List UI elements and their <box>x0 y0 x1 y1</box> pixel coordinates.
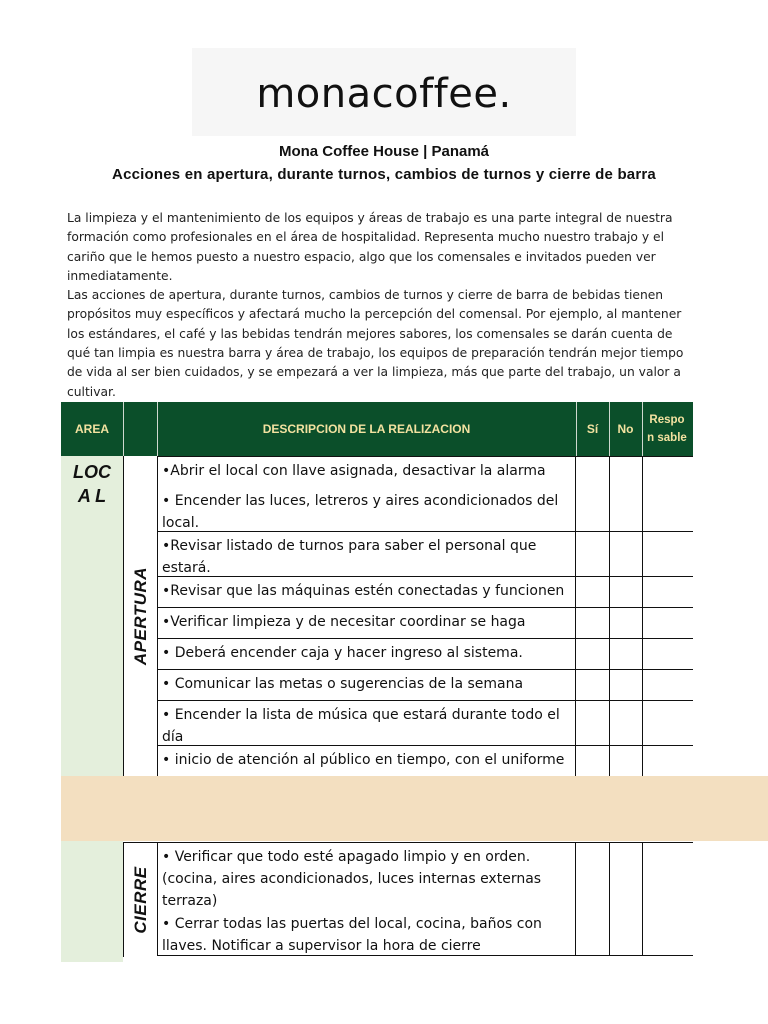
apertura-row <box>157 487 693 532</box>
brand-logo: monacoffee. <box>256 71 512 117</box>
checklist-table <box>61 402 693 962</box>
task-description: •Verificar limpieza y de necesitar coordinar se haga <box>157 608 576 638</box>
responsable-cell[interactable] <box>642 639 693 669</box>
responsable-cell[interactable] <box>642 746 693 776</box>
no-checkbox-cell[interactable] <box>609 670 643 700</box>
header-area: AREA <box>74 422 109 436</box>
header-divider <box>123 402 124 456</box>
header-no: No <box>617 422 634 436</box>
task-description: •Revisar que las máquinas estén conectadas y funcionen <box>157 577 576 607</box>
table-header <box>61 402 693 456</box>
header-divider <box>642 402 643 456</box>
si-checkbox-cell[interactable] <box>576 843 610 910</box>
header-si: Sí <box>586 422 599 436</box>
apertura-row <box>157 670 693 701</box>
section-separator-band <box>61 776 768 841</box>
task-description: • Comunicar las metas o sugerencias de la semana <box>157 670 576 700</box>
cierre-row <box>157 910 693 956</box>
task-description: •Revisar listado de turnos para saber el personal que estará. <box>157 532 576 576</box>
responsable-cell[interactable] <box>642 910 693 955</box>
si-checkbox-cell[interactable] <box>576 701 610 745</box>
section-label-cierre: CIERRE <box>131 866 150 934</box>
no-checkbox-cell[interactable] <box>609 910 643 955</box>
no-checkbox-cell[interactable] <box>609 487 643 531</box>
task-description: • Verificar que todo esté apagado limpio y en orden. (cocina, aires acondicionados, luces internas externas terraza) <box>157 843 576 910</box>
apertura-row <box>157 532 693 577</box>
task-description: • inicio de atención al público en tiempo, con el uniforme <box>157 746 576 776</box>
responsable-cell[interactable] <box>642 487 693 531</box>
area-label: LOCA L <box>73 462 111 506</box>
no-checkbox-cell[interactable] <box>609 843 643 910</box>
si-checkbox-cell[interactable] <box>576 608 610 638</box>
responsable-cell[interactable] <box>642 532 693 576</box>
section-label-apertura: APERTURA <box>131 566 150 666</box>
apertura-row <box>157 456 693 488</box>
no-checkbox-cell[interactable] <box>609 608 643 638</box>
area-column <box>61 456 123 962</box>
section-cierre <box>123 842 158 957</box>
si-checkbox-cell[interactable] <box>576 910 610 955</box>
apertura-row <box>157 639 693 670</box>
si-checkbox-cell[interactable] <box>576 457 610 487</box>
apertura-row <box>157 608 693 639</box>
task-description: • Encender las luces, letreros y aires acondicionados del local. <box>157 487 576 531</box>
section-apertura <box>123 456 158 776</box>
no-checkbox-cell[interactable] <box>609 532 643 576</box>
apertura-row <box>157 701 693 746</box>
document-subtitle: Acciones en apertura, durante turnos, cambios de turnos y cierre de barra <box>112 166 656 183</box>
si-checkbox-cell[interactable] <box>576 670 610 700</box>
apertura-row <box>157 577 693 608</box>
si-checkbox-cell[interactable] <box>576 577 610 607</box>
no-checkbox-cell[interactable] <box>609 639 643 669</box>
si-checkbox-cell[interactable] <box>576 746 610 776</box>
no-checkbox-cell[interactable] <box>609 577 643 607</box>
apertura-row <box>157 746 693 777</box>
si-checkbox-cell[interactable] <box>576 532 610 576</box>
responsable-cell[interactable] <box>642 577 693 607</box>
cierre-row <box>157 842 693 911</box>
task-description: • Encender la lista de música que estará durante todo el día <box>157 701 576 745</box>
task-description: •Abrir el local con llave asignada, desactivar la alarma <box>157 457 576 487</box>
no-checkbox-cell[interactable] <box>609 746 643 776</box>
intro-paragraph-1: La limpieza y el mantenimiento de los equipos y áreas de trabajo es una parte integral de nuestra formación como profesionales en el área de hospitalidad. Representa mucho nuestro trabajo y el cariño que le hemos puesto a nuestro espacio, algo que los comensales e invitados pueden ver inmediatamente. <box>67 211 673 283</box>
header-descripcion: DESCRIPCION DE LA REALIZACION <box>262 422 471 436</box>
responsable-cell[interactable] <box>642 670 693 700</box>
responsable-cell[interactable] <box>642 701 693 745</box>
si-checkbox-cell[interactable] <box>576 487 610 531</box>
responsable-cell[interactable] <box>642 608 693 638</box>
intro-text <box>67 209 697 402</box>
responsable-cell[interactable] <box>642 457 693 487</box>
document-title: Mona Coffee House | Panamá <box>278 143 490 160</box>
task-description: • Cerrar todas las puertas del local, cocina, baños con llaves. Notificar a supervisor la hora de cierre <box>157 910 576 955</box>
intro-paragraph-2: Las acciones de apertura, durante turnos, cambios de turnos y cierre de barra de bebidas tienen propósitos muy específicos y afectará mucho la percepción del comensal. Por ejemplo, al mantener los estándares, el café y las bebidas tendrán mejores sabores, los comensales se darán cuenta de qué tan limpia es nuestra barra y área de trabajo, los equipos de preparación tendrán mejor tiempo de vida al ser bien cuidados, y se empezará a ver la limpieza, más que parte del trabajo, un valor a cultivar. <box>67 288 684 399</box>
no-checkbox-cell[interactable] <box>609 701 643 745</box>
task-description: • Deberá encender caja y hacer ingreso al sistema. <box>157 639 576 669</box>
si-checkbox-cell[interactable] <box>576 639 610 669</box>
header-responsable: Respo n sable <box>647 414 687 444</box>
no-checkbox-cell[interactable] <box>609 457 643 487</box>
responsable-cell[interactable] <box>642 843 693 910</box>
